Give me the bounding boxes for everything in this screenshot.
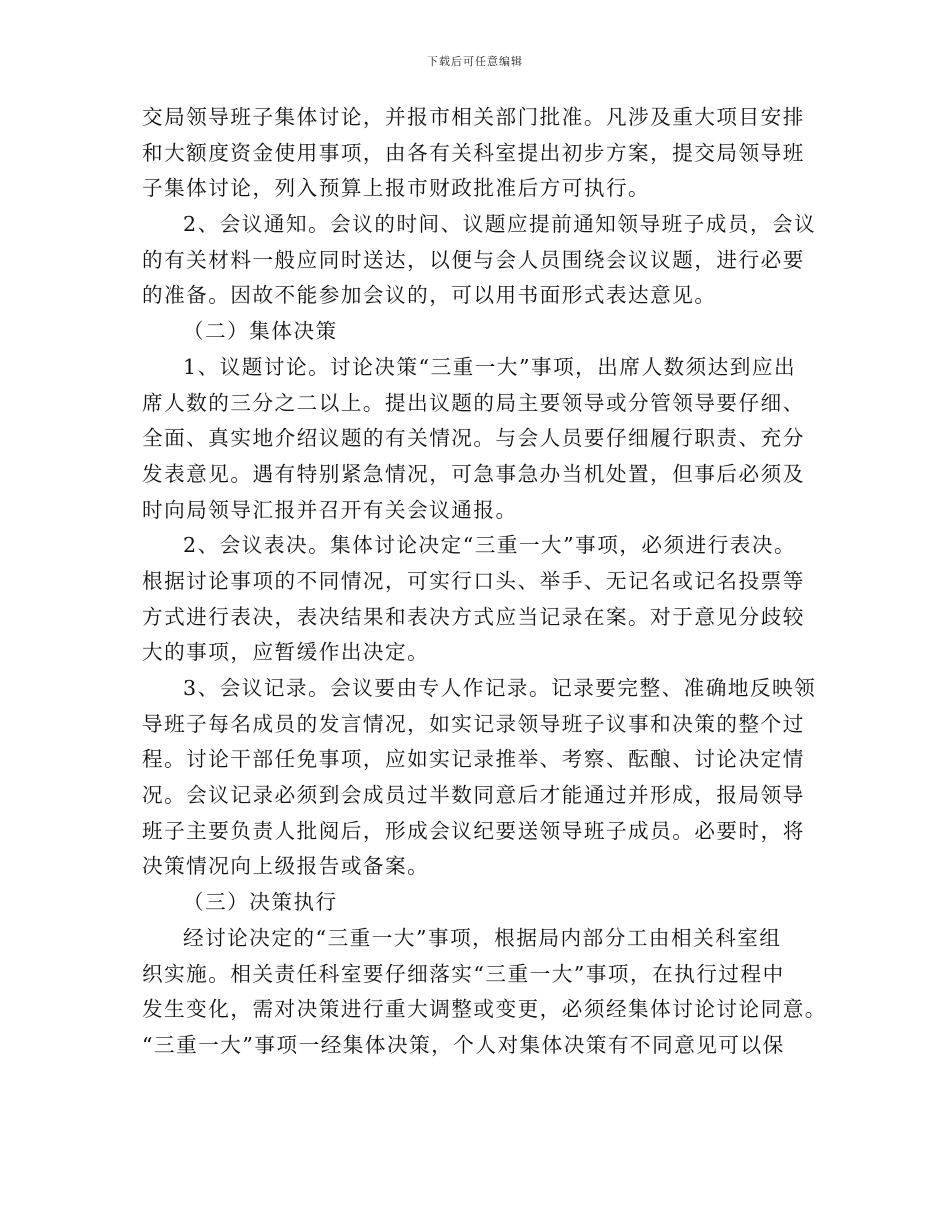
section-heading: （三）决策执行: [183, 890, 338, 915]
text-line: “三重一大”事项一经集体决策，个人对集体决策有不同意见可以保: [142, 1032, 785, 1057]
text-line: 交局领导班子集体讨论，并报市相关部门批准。凡涉及重大项目安排: [142, 105, 805, 129]
paragraph-start-line: 1、议题讨论。讨论决策“三重一大”事项，出席人数须达到应出: [183, 354, 797, 379]
text-line: 全面、真实地介绍议题的有关情况。与会人员要仔细履行职责、充分: [142, 426, 805, 451]
text-line: 的有关材料一般应同时送达，以便与会人员围绕会议议题，进行必要: [142, 247, 805, 272]
paragraph-start-line: 2、会议表决。集体讨论决定“三重一大”事项，必须进行表决。: [183, 533, 797, 558]
text-line: 发生变化，需对决策进行重大调整或变更，必须经集体讨论讨论同意。: [142, 997, 827, 1022]
text-line: 时向局领导汇报并召开有关会议通报。: [142, 497, 518, 522]
paragraph-start-line: 经讨论决定的“三重一大”事项，根据局内部分工由相关科室组: [183, 925, 782, 950]
page-header: 下载后可任意编辑: [427, 55, 523, 68]
text-line: 发表意见。遇有特别紧急情况，可急事急办当机处置，但事后必须及: [142, 461, 805, 486]
text-line: 根据讨论事项的不同情况，可实行口头、举手、无记名或记名投票等: [142, 568, 805, 593]
text-line: 方式进行表决，表决结果和表决方式应当记录在案。对于意见分歧较: [142, 604, 805, 629]
text-line: 席人数的三分之二以上。提出议题的局主要领导或分管领导要仔细、: [142, 390, 805, 415]
paragraph-start-line: 3、会议记录。会议要由专人作记录。记录要完整、准确地反映领: [183, 676, 817, 700]
section-heading: （二）集体决策: [183, 319, 338, 344]
text-line: 决策情况向上级报告或备案。: [142, 854, 430, 879]
document-body: [142, 100, 827, 1064]
text-line: 况。会议记录必须到会成员过半数同意后才能通过并形成，报局领导: [142, 783, 805, 808]
text-line: 的准备。因故不能参加会议的，可以用书面形式表达意见。: [142, 283, 717, 308]
text-line: 大的事项，应暂缓作出决定。: [142, 640, 430, 665]
text-line: 子集体讨论，列入预算上报市财政批准后方可执行。: [142, 176, 651, 201]
text-line: 班子主要负责人批阅后，形成会议纪要送领导班子成员。必要时，将: [142, 818, 805, 843]
paragraph-start-line: 2、会议通知。会议的时间、议题应提前通知领导班子成员，会议: [183, 212, 817, 237]
text-line: 程。讨论干部任免事项，应如实记录推举、考察、酝酿、讨论决定情: [142, 747, 805, 772]
text-line: 导班子每名成员的发言情况，如实记录领导班子议事和决策的整个过: [142, 711, 805, 736]
text-line: 织实施。相关责任科室要仔细落实“三重一大”事项，在执行过程中: [142, 961, 785, 986]
text-line: 和大额度资金使用事项，由各有关科室提出初步方案，提交局领导班: [142, 140, 805, 165]
